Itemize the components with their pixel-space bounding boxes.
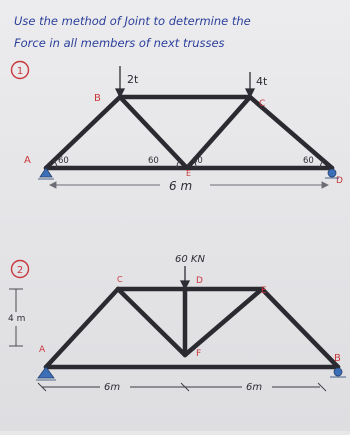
- support-b-2: [330, 368, 346, 377]
- problem-2: [8, 254, 346, 393]
- joint-label-a-2: A: [39, 345, 46, 355]
- joint-label-b-2: B: [334, 353, 341, 364]
- angle-label-d: 60: [303, 156, 314, 166]
- span-label-1: 6 m: [169, 179, 193, 193]
- problem-1-number: 1: [16, 66, 24, 77]
- truss-2-members: [46, 289, 338, 367]
- height-label: 4 m: [8, 314, 26, 324]
- angle-label-a: 60: [58, 156, 69, 166]
- angle-label-mid-left: 60: [148, 156, 159, 166]
- member-cf: [118, 289, 185, 355]
- member-fe: [185, 289, 262, 355]
- truss-1-members: [46, 97, 332, 168]
- problem-1: [12, 62, 344, 194]
- joint-label-d: D: [336, 176, 343, 186]
- span-label-left: 6m: [104, 382, 121, 393]
- instruction-line-2: Force in all members of next trusses: [14, 36, 225, 50]
- member-eb: [262, 289, 338, 367]
- problem-2-number: 2: [16, 265, 24, 276]
- joint-label-c-2: C: [117, 275, 123, 284]
- load-label-c: 4t: [256, 75, 268, 88]
- span-dimension-2: [38, 383, 326, 391]
- instruction-line-1: Use the method of Joint to determine the: [14, 14, 251, 28]
- angle-label-mid-right: 60: [192, 156, 203, 166]
- joint-label-f-2: F: [196, 349, 202, 359]
- load-label-b: 2t: [127, 73, 139, 86]
- joint-label-e: E: [186, 169, 192, 178]
- joint-label-a: A: [24, 155, 31, 166]
- span-label-right: 6m: [246, 382, 263, 393]
- joint-label-c: C: [259, 99, 266, 109]
- member-ac: [46, 289, 118, 367]
- joint-label-e-2: E: [261, 286, 267, 296]
- joint-label-d-2: D: [196, 276, 203, 286]
- truss-2-web-outline: [118, 289, 262, 355]
- load-label-d: 60 KN: [175, 254, 205, 265]
- joint-label-b: B: [94, 93, 101, 104]
